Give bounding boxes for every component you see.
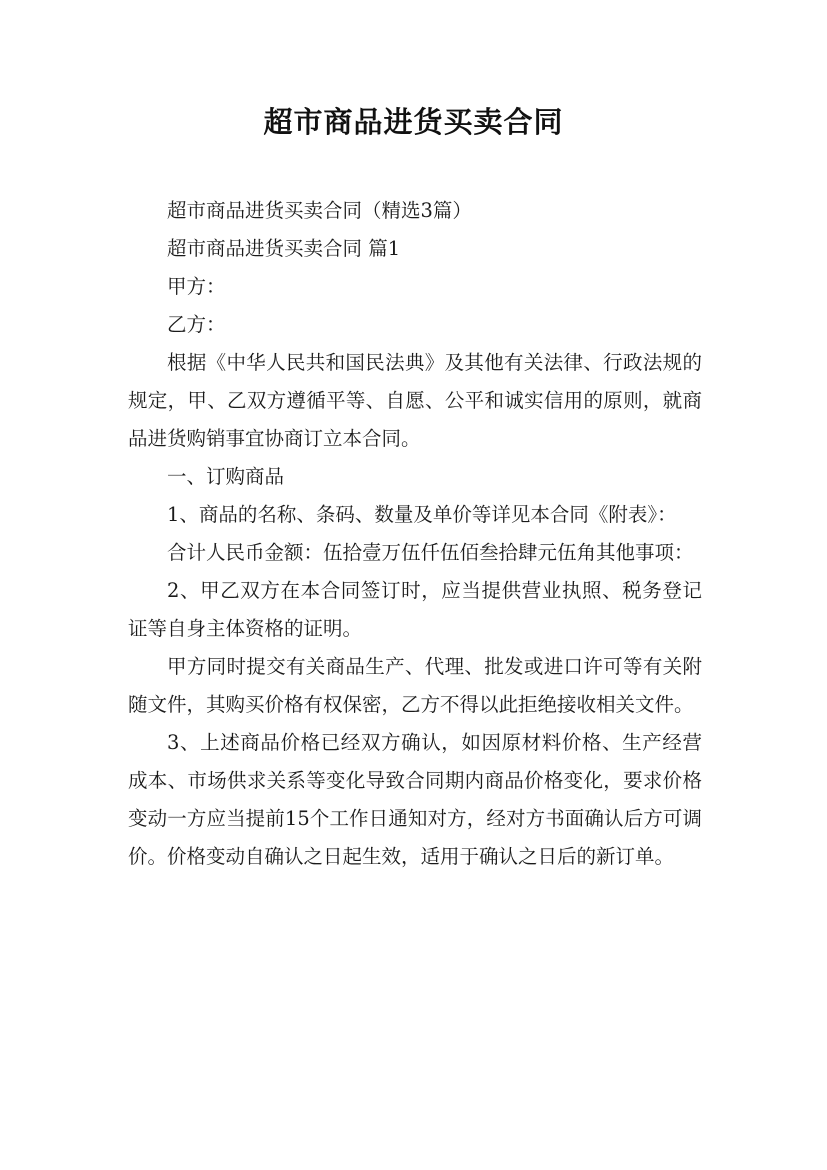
paragraph-clause-1: 1、商品的名称、条码、数量及单价等详见本合同《附表》： bbox=[167, 503, 677, 526]
paragraph-clause-2: 2、甲乙双方在本合同签订时，应当提供营业执照、税务登记证等自身主体资格的证明。 bbox=[128, 579, 702, 640]
document-body bbox=[128, 192, 702, 876]
paragraph-party-a: 甲方： bbox=[167, 275, 226, 298]
paragraph-legal-basis: 根据《中华人民共和国民法典》及其他有关法律、行政法规的规定，甲、乙双方遵循平等、自愿、公平和诚实信用的原则，就商品进货购销事宜协商订立本合同。 bbox=[128, 351, 702, 450]
paragraph-subtitle: 超市商品进货买卖合同（精选3篇） bbox=[167, 199, 472, 222]
paragraph-section-heading: 超市商品进货买卖合同 篇1 bbox=[167, 237, 401, 260]
paragraph-documents: 甲方同时提交有关商品生产、代理、批发或进口许可等有关附随文件，其购买价格有权保密，乙方不得以此拒绝接收相关文件。 bbox=[128, 655, 702, 716]
paragraph-clause-3: 3、上述商品价格已经双方确认，如因原材料价格、生产经营成本、市场供求关系等变化导致合同期内商品价格变化，要求价格变动一方应当提前15个工作日通知对方，经对方书面确认后方可调价。价格变动自确认之日起生效，适用于确认之日后的新订单。 bbox=[128, 731, 702, 868]
paragraph-total-amount: 合计人民币金额：伍拾壹万伍仟伍佰叁拾肆元伍角其他事项： bbox=[167, 541, 694, 564]
document-title: 超市商品进货买卖合同 bbox=[263, 105, 564, 139]
paragraph-clause-heading: 一、订购商品 bbox=[167, 465, 285, 488]
paragraph-party-b: 乙方： bbox=[167, 313, 226, 336]
